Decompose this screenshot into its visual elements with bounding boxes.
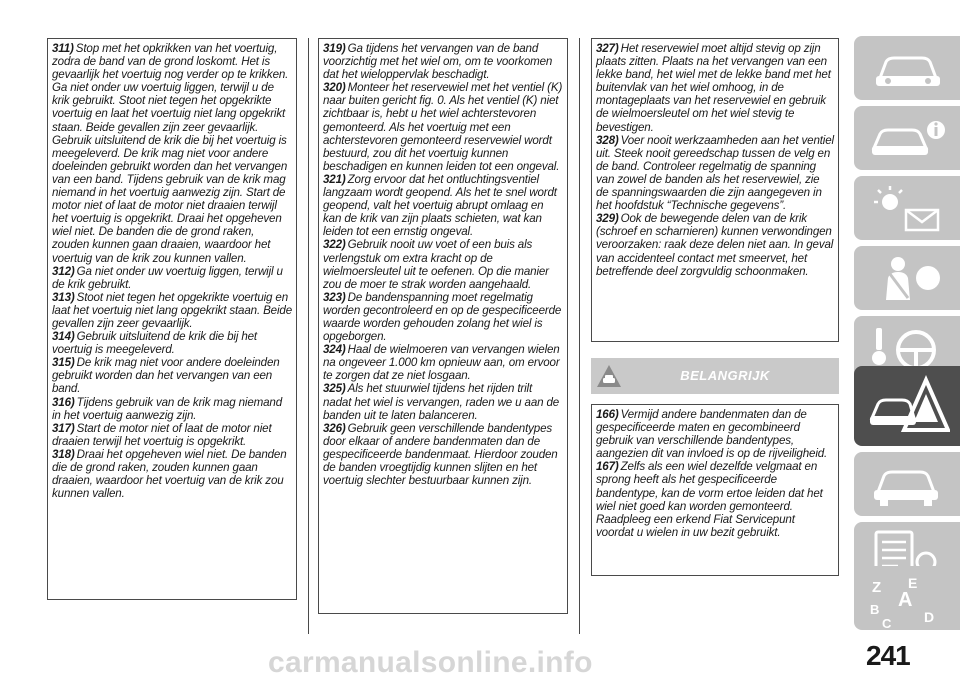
- chapter-sidebar: [854, 0, 960, 678]
- alphabet-index-icon: [868, 574, 948, 630]
- note-text: Ga tijdens het vervangen van de band voorzichtig met het wiel om, om te voorkomen dat het wieloppervlak beschadigt.: [323, 42, 553, 82]
- svg-text:D: D: [924, 609, 935, 625]
- note-paragraph: [323, 238, 563, 290]
- note-paragraph: [52, 448, 292, 500]
- note-text: Gebruik uitsluitend de krik die bij het voertuig is meegeleverd.: [52, 330, 258, 357]
- note-paragraph: [52, 330, 292, 356]
- note-text: De krik mag niet voor andere doeleinden gebruikt worden dan het vervangen van een band.: [52, 356, 280, 396]
- watermark: carmanualsonline.info: [268, 646, 593, 679]
- note-paragraph: [596, 460, 834, 539]
- note-paragraph: [323, 42, 563, 81]
- column-1-content: [52, 42, 292, 500]
- note-number: 312): [52, 264, 75, 278]
- car-info-icon: [868, 114, 948, 164]
- note-paragraph: [596, 42, 834, 134]
- note-paragraph: [596, 212, 834, 277]
- seatbelt-airbag-icon: [868, 254, 948, 304]
- note-text: De bandenspanning moet regelmatig worden gecontroleerd en op de gespecificeerde waarde worden gehouden zolang het wiel is opgeborgen.: [323, 290, 562, 344]
- note-paragraph: [52, 291, 292, 330]
- note-paragraph: [323, 382, 563, 421]
- svg-text:Z: Z: [872, 579, 882, 596]
- note-text: Het reservewiel moet altijd stevig op zijn plaats zitten. Plaats na het vervangen van een lekke band, het wiel met de lekke band met het buitenvlak van het wiel omhoog, in de montageplaats van het reservewiel en gebruik de wielmoersleutel om het wiel stevig te bevestigen.: [596, 42, 831, 134]
- note-number: 323): [323, 290, 346, 304]
- note-number: 326): [323, 421, 346, 435]
- note-text: Stoot niet tegen het opgekrikte voertuig en laat het voertuig niet lang opgekrikt staan. Beide gevallen zijn zeer gevaarlijk.: [52, 290, 292, 330]
- note-paragraph: [323, 81, 563, 173]
- tab-dashboard-lights[interactable]: [854, 176, 960, 240]
- column-3-content: [596, 42, 834, 278]
- note-paragraph: [52, 42, 292, 265]
- note-number: 324): [323, 343, 346, 357]
- note-text: Start de motor niet of laat de motor niet draaien terwijl het voertuig is opgekrikt.: [52, 421, 272, 448]
- note-text: Monteer het reservewiel met het ventiel (K) naar buiten gericht fig. 0. Als het ventiel (K) niet zichtbaar is, hebt u het wiel achterstevoren gemonteerd. Als het voertuig met een achterstevoren gemonteerd reservewiel wordt bestuurd, zou dit het voertuig kunnen beschadigen en kunnen leiden tot een ongeval.: [323, 81, 563, 173]
- column-1-box: [47, 38, 297, 600]
- car-service-icon: [868, 460, 948, 510]
- note-text: Zelfs als een wiel dezelfde velgmaat en sprong heeft als het gespecificeerde bandentype, kan de vorm ertoe leiden dat het wiel niet goed kan worden gemonteerd. Raadpleeg een erkend Fiat Servicepunt voordat u wielen in uw bezit gebruikt.: [596, 460, 823, 539]
- note-number: 313): [52, 290, 75, 304]
- note-text: Als het stuurwiel tijdens het rijden trilt nadat het wiel is vervangen, raden we u aan de banden uit te laten balanceren.: [323, 382, 560, 422]
- note-text: Gebruik nooit uw voet of een buis als verlengstuk om extra kracht op de wielmoersleutel uit te oefenen. Op die manier zou de moer te strak worden aangehaald.: [323, 238, 549, 291]
- important-content: [596, 408, 834, 539]
- note-paragraph: [52, 265, 292, 291]
- dashboard-lights-icon: [868, 184, 948, 234]
- note-text: Ook de bewegende delen van de krik (schroef en scharnieren) kunnen verwondingen veroorzaken: raak deze delen niet aan. In geval van accidenteel contact met smeervet, het betreffende deel zorgvuldig schoonmaken.: [596, 212, 834, 278]
- note-number: 321): [323, 172, 346, 186]
- column-2-box: [318, 38, 568, 614]
- important-box: [591, 404, 839, 576]
- note-number: 319): [323, 42, 346, 55]
- note-number: 328): [596, 133, 619, 147]
- note-number: 317): [52, 421, 75, 435]
- note-number: 311): [52, 42, 74, 55]
- note-number: 167): [596, 460, 619, 474]
- svg-text:A: A: [898, 589, 913, 611]
- note-number: 166): [596, 408, 619, 421]
- tab-seatbelt-airbag[interactable]: [854, 246, 960, 310]
- important-title: BELANGRIJK: [680, 368, 770, 383]
- tab-alphabet-index[interactable]: [854, 566, 960, 630]
- note-text: Stop met het opkrikken van het voertuig, zodra de band van de grond loskomt. Het is gevaarlijk het voertuig nog verder op te krikken. Ga niet onder uw voertuig liggen, terwijl u de krik gebruikt. Stoot niet tegen het opgekrikte voertuig en laat het voertuig niet lang opgekrikt staan. Beide gevallen zijn zeer gevaarlijk. Gebruik uitsluitend de krik die bij het voertuig is meegeleverd. De krik mag niet voor andere doeleinden gebruikt worden dan het vervangen van een band. Tijdens gebruik van de krik mag niemand in het voertuig aanwezig zijn. Start de motor niet of laat de motor niet draaien terwijl het voertuig is opgekrikt. Draai het opgeheven wiel niet. De banden die de grond raken, zouden kunnen gaan draaien, waardoor het voertuig van de krik zou kunnen vallen.: [52, 42, 289, 265]
- note-paragraph: [323, 173, 563, 238]
- note-number: 325): [323, 382, 346, 396]
- note-paragraph: [596, 408, 834, 460]
- note-text: Voer nooit werkzaamheden aan het ventiel uit. Steek nooit gereedschap tussen de velg en de band. Controleer regelmatig de spanning van zowel de banden als het reservewiel, zie de spanningswaarden die zijn aangegeven in het hoofdstuk “Technische gegevens”.: [596, 133, 834, 213]
- note-text: Vermijd andere bandenmaten dan de gespecificeerde maten en gecombineerd gebruik van verschillende bandentypes, aangezien dit van invloed is op de rijveiligheid.: [596, 408, 828, 461]
- page-number: 241: [866, 640, 910, 671]
- note-text: Draai het opgeheven wiel niet. De banden die de grond raken, zouden kunnen gaan draaien, waardoor het voertuig van de krik zou kunnen vallen.: [52, 447, 287, 501]
- note-number: 329): [596, 212, 619, 226]
- tab-car-service[interactable]: [854, 452, 960, 516]
- note-paragraph: [52, 356, 292, 395]
- tab-emergency[interactable]: [854, 366, 960, 446]
- tab-car-front[interactable]: [854, 36, 960, 100]
- tab-car-info[interactable]: [854, 106, 960, 170]
- svg-text:C: C: [882, 616, 892, 630]
- note-paragraph: [596, 134, 834, 213]
- note-text: Tijdens gebruik van de krik mag niemand in het voertuig aanwezig zijn.: [52, 395, 283, 422]
- note-number: 318): [52, 447, 75, 461]
- car-front-icon: [868, 44, 948, 94]
- note-paragraph: [323, 422, 563, 487]
- note-paragraph: [323, 291, 563, 343]
- important-header: [591, 358, 839, 394]
- note-number: 322): [323, 238, 346, 252]
- note-paragraph: [52, 396, 292, 422]
- column-2-content: [323, 42, 563, 487]
- note-number: 314): [52, 330, 75, 344]
- svg-text:E: E: [908, 575, 918, 591]
- note-text: Zorg ervoor dat het ontluchtingsventiel langzaam wordt geopend. Als het te snel wordt geopend, valt het voertuig abrupt omlaag en kan de krik van zijn plaats schieten, wat kan leiden tot een ernstig ongeval.: [323, 172, 557, 239]
- note-paragraph: [323, 343, 563, 382]
- warning-triangle-car-icon: [868, 374, 950, 438]
- note-text: Gebruik geen verschillende bandentypes door elkaar of andere bandenmaten dan de gespecificeerde bandenmaat. Hierdoor zouden de banden vroegtijdig kunnen slijten en het voertuig slechter bestuurbaar kunnen zijn.: [323, 421, 558, 488]
- note-text: Ga niet onder uw voertuig liggen, terwijl u de krik gebruikt.: [52, 264, 283, 291]
- column-divider-2: [579, 38, 580, 634]
- svg-text:B: B: [870, 602, 880, 617]
- column-3-box: [591, 38, 839, 342]
- note-number: 327): [596, 42, 619, 55]
- note-number: 315): [52, 356, 75, 370]
- note-text: Haal de wielmoeren van vervangen wielen na ongeveer 1.000 km opnieuw aan, om ervoor te zorgen dat ze niet losgaan.: [323, 343, 560, 383]
- note-number: 320): [323, 81, 346, 95]
- note-paragraph: [52, 422, 292, 448]
- note-number: 316): [52, 395, 75, 409]
- column-divider: [308, 38, 309, 634]
